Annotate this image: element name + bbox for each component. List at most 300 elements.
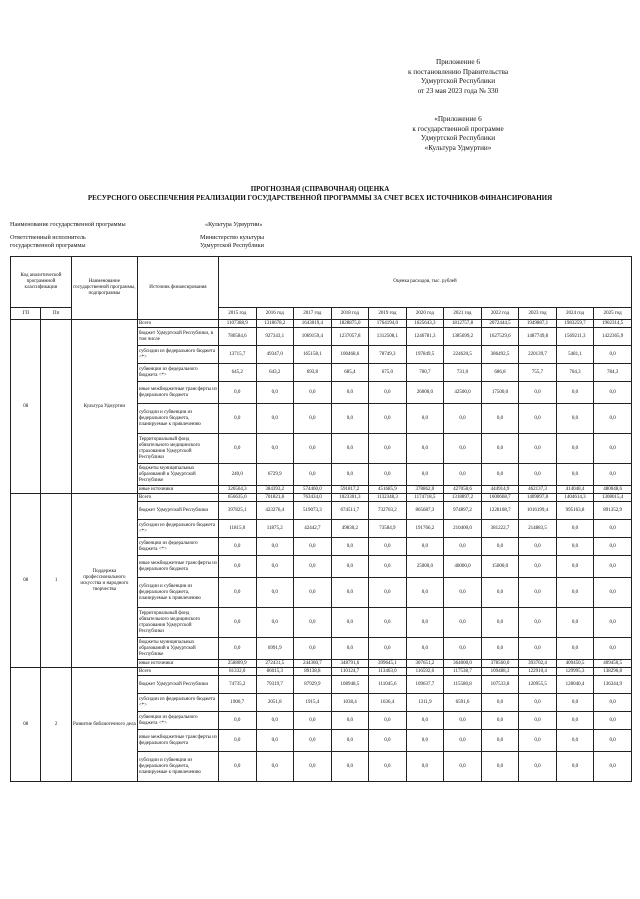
source-cell: субсидии из федерального бюджета <*> — [137, 346, 218, 364]
col-name-header: Наименование государственной программы, подпрограммы — [71, 257, 137, 320]
value-cell: 120955,5 — [519, 676, 557, 694]
value-cell: 136344,9 — [594, 676, 632, 694]
pp-code-cell: 2 — [41, 668, 71, 782]
value-cell: 87929,9 — [294, 676, 332, 694]
value-cell: 397825,1 — [218, 502, 256, 520]
year-header: 2021 год — [444, 308, 482, 320]
value-cell: 109488,3 — [481, 668, 519, 676]
value-cell: 480048,6 — [594, 486, 632, 494]
value-cell: 0,0 — [519, 434, 557, 464]
col-estimate-header: Оценка расходов, тыс. рублей — [218, 257, 631, 308]
value-cell: 0,0 — [519, 404, 557, 434]
header-line: к государственной программе — [412, 124, 504, 133]
value-cell: 0,0 — [369, 730, 407, 752]
value-cell: 0,0 — [256, 712, 294, 730]
value-cell: 25000,0 — [406, 556, 444, 578]
value-cell: 0,0 — [556, 752, 594, 782]
source-cell: Территориальный фонд обязательного медицинского страхования Удмуртской Республики — [137, 434, 218, 464]
value-cell: 6991,9 — [256, 638, 294, 660]
value-cell: 1308015,4 — [594, 494, 632, 502]
value-cell: 704,3 — [556, 364, 594, 382]
value-cell: 111045,6 — [369, 676, 407, 694]
value-cell: 116592,6 — [406, 668, 444, 676]
value-cell: 78749,3 — [369, 346, 407, 364]
value-cell: 0,0 — [481, 694, 519, 712]
value-cell: 348791,6 — [331, 660, 369, 668]
program-name-cell: Развитие библиотечного дела — [71, 668, 137, 782]
value-cell: 89138,8 — [294, 668, 332, 676]
value-cell: 0,0 — [594, 346, 632, 364]
value-cell: 1627529,6 — [481, 328, 519, 346]
value-cell: 1569211,3 — [556, 328, 594, 346]
value-cell: 74735,2 — [218, 676, 256, 694]
value-cell: 0,0 — [406, 404, 444, 434]
value-cell: 0,0 — [594, 578, 632, 608]
value-cell: 0,0 — [594, 556, 632, 578]
value-cell: 197849,5 — [406, 346, 444, 364]
value-cell: 1318897,2 — [444, 494, 482, 502]
value-cell: 399645,1 — [369, 660, 407, 668]
year-header: 2015 год — [218, 308, 256, 320]
value-cell: 0,0 — [556, 578, 594, 608]
value-cell: 0,0 — [594, 434, 632, 464]
source-cell: Всего — [137, 494, 218, 502]
program-name-cell: Культура Удмуртии — [71, 320, 137, 494]
value-cell: 0,0 — [218, 538, 256, 556]
value-cell: 0,0 — [294, 538, 332, 556]
value-cell: 0,0 — [519, 578, 557, 608]
value-cell: 0,0 — [556, 382, 594, 404]
value-cell: 0,0 — [406, 434, 444, 464]
value-cell: 700,7 — [406, 364, 444, 382]
value-cell: 13715,7 — [218, 346, 256, 364]
value-cell: 0,0 — [294, 556, 332, 578]
value-cell: 40000,0 — [444, 556, 482, 578]
value-cell: 49830,2 — [331, 520, 369, 538]
value-cell: 0,0 — [406, 638, 444, 660]
value-cell: 1404614,3 — [556, 494, 594, 502]
value-cell: 0,0 — [519, 730, 557, 752]
source-cell: субсидии из федерального бюджета <*> — [137, 694, 218, 712]
value-cell: 0,0 — [444, 578, 482, 608]
value-cell: 0,0 — [218, 752, 256, 782]
year-header: 2017 год — [294, 308, 332, 320]
value-cell: 427058,6 — [444, 486, 482, 494]
source-cell: иные межбюджетные трансферты из федерального бюджета — [137, 382, 218, 404]
value-cell: 0,0 — [218, 434, 256, 464]
value-cell: 81332,0 — [218, 668, 256, 676]
value-cell: 26000,0 — [406, 382, 444, 404]
header-line: от 23 мая 2023 года № 330 — [417, 86, 499, 95]
source-cell: субсидии из федерального бюджета <*> — [137, 520, 218, 538]
value-cell: 1902314,5 — [594, 320, 632, 328]
value-cell: 0,0 — [256, 538, 294, 556]
value-cell: 674511,7 — [331, 502, 369, 520]
value-cell: 0,0 — [481, 730, 519, 752]
value-cell: 784,3 — [594, 364, 632, 382]
value-cell: 414048,4 — [556, 486, 594, 494]
value-cell: 0,0 — [369, 578, 407, 608]
value-cell: 1174718,5 — [406, 494, 444, 502]
value-cell: 0,0 — [369, 638, 407, 660]
value-cell: 191766,2 — [406, 520, 444, 538]
value-cell: 1318678,2 — [256, 320, 294, 328]
value-cell: 1246781,3 — [406, 328, 444, 346]
value-cell: 220139,7 — [519, 346, 557, 364]
source-cell: бюджет Удмуртской Республики — [137, 676, 218, 694]
value-cell: 0,0 — [519, 556, 557, 578]
value-cell: 1900,7 — [218, 694, 256, 712]
value-cell: 1949887,1 — [519, 320, 557, 328]
value-cell: 0,0 — [406, 712, 444, 730]
program-label: Наименование государственной программы — [10, 221, 126, 228]
year-header: 2016 год — [256, 308, 294, 320]
value-cell: 0,0 — [594, 752, 632, 782]
source-cell: бюджет Удмуртской Республики, в том числе — [137, 328, 218, 346]
value-cell: 643,2 — [256, 364, 294, 382]
value-cell: 1228108,7 — [481, 502, 519, 520]
value-cell: 409450,5 — [556, 660, 594, 668]
value-cell: 0,0 — [256, 404, 294, 434]
value-cell: 0,0 — [481, 578, 519, 608]
source-cell: субвенции из федерального бюджета <*> — [137, 364, 218, 382]
value-cell: 0,0 — [594, 404, 632, 434]
header-line: «Приложение 6 — [434, 115, 482, 123]
value-cell: 0,0 — [444, 608, 482, 638]
value-cell: 0,0 — [594, 730, 632, 752]
value-cell: 685,4 — [331, 364, 369, 382]
value-cell: 693,8 — [294, 364, 332, 382]
source-cell: Территориальный фонд обязательного медицинского страхования Удмуртской Республики — [137, 608, 218, 638]
value-cell: 0,0 — [369, 464, 407, 486]
value-cell: 519073,3 — [294, 502, 332, 520]
col-source-header: Источник финансирования — [137, 257, 218, 320]
pp-code-cell: 1 — [41, 494, 71, 668]
value-cell: 1828875,0 — [331, 320, 369, 328]
value-cell: 0,0 — [218, 382, 256, 404]
year-header: 2023 год — [519, 308, 557, 320]
value-cell: 0,0 — [331, 578, 369, 608]
value-cell: 0,0 — [481, 538, 519, 556]
value-cell: 0,0 — [556, 730, 594, 752]
gp-code-cell: 08 — [11, 494, 41, 668]
value-cell: 115580,8 — [444, 676, 482, 694]
value-cell: 0,0 — [556, 464, 594, 486]
value-cell: 1312508,1 — [369, 328, 407, 346]
value-cell: 0,0 — [331, 712, 369, 730]
value-cell: 165158,1 — [294, 346, 332, 364]
table-row — [11, 494, 632, 502]
title-line-2: РЕСУРСНОГО ОБЕСПЕЧЕНИЯ РЕАЛИЗАЦИИ ГОСУДАРСТВЕННОЙ ПРОГРАММЫ ЗА СЧЕТ ВСЕХ ИСТОЧНИКОВ ФИНАНСИРОВАНИЯ — [87, 193, 553, 202]
value-cell: 0,0 — [594, 694, 632, 712]
source-cell: иные межбюджетные трансферты из федерального бюджета — [137, 730, 218, 752]
value-cell: 0,0 — [256, 730, 294, 752]
value-cell: 0,0 — [294, 712, 332, 730]
value-cell: 1409897,8 — [519, 494, 557, 502]
value-cell: 42500,0 — [444, 382, 482, 404]
value-cell: 1487749,8 — [519, 328, 557, 346]
header-line: к постановлению Правительства — [407, 67, 509, 76]
value-cell: 0,0 — [444, 434, 482, 464]
value-cell: 656635,0 — [218, 494, 256, 502]
value-cell: 0,0 — [556, 638, 594, 660]
value-cell: 0,0 — [594, 382, 632, 404]
value-cell: 5481,1 — [556, 346, 594, 364]
source-cell: субсидии и субвенции из федерального бюджета, планируемые к привлечению — [137, 404, 218, 434]
source-cell: бюджет Удмуртской Республики — [137, 502, 218, 520]
value-cell: 378560,0 — [481, 660, 519, 668]
value-cell: 73584,9 — [369, 520, 407, 538]
value-cell: 1069159,4 — [294, 328, 332, 346]
value-cell: 0,0 — [256, 752, 294, 782]
value-cell: 0,0 — [331, 608, 369, 638]
value-cell: 307651,2 — [406, 660, 444, 668]
value-cell: 1983259,7 — [556, 320, 594, 328]
value-cell: 0,0 — [218, 638, 256, 660]
resp-value-2: Удмуртской Республики — [200, 242, 264, 249]
program-value: «Культура Удмуртии» — [205, 221, 263, 228]
value-cell: 645,2 — [218, 364, 256, 382]
value-cell: 258809,9 — [218, 660, 256, 668]
value-cell: 1422365,9 — [594, 328, 632, 346]
value-cell: 244360,7 — [294, 660, 332, 668]
value-cell: 0,0 — [294, 638, 332, 660]
value-cell: 0,0 — [519, 464, 557, 486]
value-cell: 0,0 — [519, 752, 557, 782]
value-cell: 1038,4 — [331, 694, 369, 712]
value-cell: 1023301,3 — [331, 494, 369, 502]
value-cell: 0,0 — [294, 434, 332, 464]
value-cell: 1643019,4 — [294, 320, 332, 328]
value-cell: 107533,8 — [481, 676, 519, 694]
value-cell: 0,0 — [519, 538, 557, 556]
value-cell: 6591,6 — [444, 694, 482, 712]
value-cell: 0,0 — [594, 638, 632, 660]
value-cell: 0,0 — [444, 538, 482, 556]
value-cell: 2051,8 — [256, 694, 294, 712]
value-cell: 0,0 — [406, 608, 444, 638]
value-cell: 6729,9 — [256, 464, 294, 486]
value-cell: 0,0 — [556, 694, 594, 712]
value-cell: 1237057,8 — [331, 328, 369, 346]
source-cell: Всего — [137, 320, 218, 328]
source-cell: субвенции из федерального бюджета <*> — [137, 538, 218, 556]
resp-label-1: Ответственный исполнитель — [10, 234, 86, 241]
value-cell: 1311,9 — [406, 694, 444, 712]
value-cell: 591817,2 — [331, 486, 369, 494]
value-cell: 0,0 — [444, 404, 482, 434]
value-cell: 224620,5 — [444, 346, 482, 364]
value-cell: 0,0 — [218, 730, 256, 752]
col-pp-header: Пп — [41, 308, 71, 320]
value-cell: 891352,9 — [594, 502, 632, 520]
value-cell: 0,0 — [294, 752, 332, 782]
value-cell: 0,0 — [256, 556, 294, 578]
value-cell: 100468,6 — [331, 346, 369, 364]
title-line-1: ПРОГНОЗНАЯ (СПРАВОЧНАЯ) ОЦЕНКА — [250, 185, 390, 193]
value-cell: 927343,1 — [256, 328, 294, 346]
value-cell: 675,0 — [369, 364, 407, 382]
value-cell: 1385699,2 — [444, 328, 482, 346]
value-cell: 0,0 — [331, 382, 369, 404]
value-cell: 574460,0 — [294, 486, 332, 494]
value-cell: 865687,3 — [406, 502, 444, 520]
value-cell: 0,0 — [519, 382, 557, 404]
value-cell: 423276,4 — [256, 502, 294, 520]
value-cell: 0,0 — [556, 556, 594, 578]
value-cell: 326564,3 — [218, 486, 256, 494]
value-cell: 0,0 — [481, 638, 519, 660]
source-cell: субвенции из федерального бюджета <*> — [137, 712, 218, 730]
value-cell: 42442,7 — [294, 520, 332, 538]
value-cell: 0,0 — [444, 638, 482, 660]
value-cell: 0,0 — [294, 382, 332, 404]
year-header: 2024 год — [556, 308, 594, 320]
value-cell: 409450,5 — [594, 660, 632, 668]
header-line: Удмуртской Республики — [420, 134, 496, 142]
value-cell: 0,0 — [519, 638, 557, 660]
source-cell: бюджеты муниципальных образований в Удмуртской Республике — [137, 638, 218, 660]
value-cell: 0,0 — [556, 520, 594, 538]
value-cell: 0,0 — [294, 608, 332, 638]
value-cell: 0,0 — [594, 608, 632, 638]
resp-value-1: Министерство культуры — [200, 234, 265, 241]
year-header: 2025 год — [594, 308, 632, 320]
value-cell: 0,0 — [594, 712, 632, 730]
value-cell: 0,0 — [369, 538, 407, 556]
program-name-cell: Поддержка профессионального искусства и народного творчества — [71, 494, 137, 668]
value-cell: 0,0 — [369, 608, 407, 638]
gp-code-cell: 08 — [11, 668, 41, 782]
value-cell: 0,0 — [481, 712, 519, 730]
col-code-header: Код аналитической программной классификации — [11, 257, 72, 308]
value-cell: 0,0 — [294, 464, 332, 486]
year-header: 2019 год — [369, 308, 407, 320]
value-cell: 0,0 — [481, 404, 519, 434]
value-cell: 0,0 — [256, 608, 294, 638]
source-cell: субсидии и субвенции из федерального бюджета, планируемые к привлечению — [137, 578, 218, 608]
value-cell: 113463,0 — [369, 668, 407, 676]
value-cell: 0,0 — [331, 638, 369, 660]
financing-table — [10, 256, 632, 782]
pp-code-cell — [41, 320, 71, 494]
value-cell: 49347,0 — [256, 346, 294, 364]
value-cell: 1812757,8 — [444, 320, 482, 328]
value-cell: 974897,2 — [444, 502, 482, 520]
header-block — [368, 58, 548, 153]
value-cell: 381222,7 — [481, 520, 519, 538]
value-cell: 210400,0 — [444, 520, 482, 538]
value-cell: 109637,7 — [406, 676, 444, 694]
value-cell: 1636,4 — [369, 694, 407, 712]
gp-code-cell: 08 — [11, 320, 41, 494]
document-title — [0, 185, 640, 202]
value-cell: 1132348,3 — [369, 494, 407, 502]
value-cell: 214883,5 — [519, 520, 557, 538]
value-cell: 0,0 — [556, 538, 594, 556]
value-cell: 378862,0 — [406, 486, 444, 494]
header-line: Приложение 6 — [436, 58, 480, 66]
value-cell: 1915,4 — [294, 694, 332, 712]
col-gp-header: ГП — [11, 308, 41, 320]
value-cell: 755,7 — [519, 364, 557, 382]
value-cell: 384393,2 — [256, 486, 294, 494]
value-cell: 11815,0 — [218, 520, 256, 538]
header-line: Удмуртской Республики — [420, 77, 496, 85]
value-cell: 0,0 — [331, 538, 369, 556]
value-cell: 0,0 — [256, 434, 294, 464]
value-cell: 0,0 — [556, 434, 594, 464]
value-cell: 0,0 — [369, 752, 407, 782]
value-cell: 0,0 — [369, 556, 407, 578]
value-cell: 0,0 — [331, 434, 369, 464]
value-cell: 0,0 — [406, 730, 444, 752]
header-line: «Культура Удмуртии» — [424, 143, 492, 152]
value-cell: 462137,3 — [519, 486, 557, 494]
value-cell: 0,0 — [331, 752, 369, 782]
value-cell: 0,0 — [331, 730, 369, 752]
value-cell: 1016199,4 — [519, 502, 557, 520]
value-cell: 0,0 — [294, 404, 332, 434]
value-cell: 0,0 — [556, 608, 594, 638]
value-cell: 0,0 — [256, 578, 294, 608]
value-cell: 11875,2 — [256, 520, 294, 538]
value-cell: 0,0 — [481, 752, 519, 782]
source-cell: субсидии и субвенции из федерального бюджета, планируемые к привлечению — [137, 752, 218, 782]
value-cell: 1107388,9 — [218, 320, 256, 328]
value-cell: 1600668,7 — [481, 494, 519, 502]
value-cell: 0,0 — [406, 464, 444, 486]
value-cell: 0,0 — [481, 434, 519, 464]
value-cell: 444914,9 — [481, 486, 519, 494]
value-cell: 0,0 — [556, 712, 594, 730]
value-cell: 0,0 — [331, 556, 369, 578]
value-cell: 1764194,0 — [369, 320, 407, 328]
source-cell: Всего — [137, 668, 218, 676]
year-header: 2022 год — [481, 308, 519, 320]
table-row — [11, 320, 632, 328]
value-cell: 0,0 — [519, 694, 557, 712]
value-cell: 129995,3 — [556, 668, 594, 676]
value-cell: 272431,5 — [256, 660, 294, 668]
source-cell: бюджеты муниципальных образований в Удмуртской Республике — [137, 464, 218, 486]
value-cell: 110124,7 — [331, 668, 369, 676]
value-cell: 0,0 — [594, 520, 632, 538]
value-cell: 0,0 — [218, 404, 256, 434]
value-cell: 0,0 — [444, 712, 482, 730]
value-cell: 0,0 — [556, 404, 594, 434]
value-cell: 0,0 — [294, 730, 332, 752]
value-cell: 0,0 — [406, 538, 444, 556]
value-cell: 1625643,3 — [406, 320, 444, 328]
value-cell: 0,0 — [481, 608, 519, 638]
value-cell: 86015,3 — [256, 668, 294, 676]
value-cell: 701821,8 — [256, 494, 294, 502]
value-cell: 0,0 — [369, 434, 407, 464]
value-cell: 0,0 — [481, 464, 519, 486]
value-cell: 122910,4 — [519, 668, 557, 676]
value-cell: 0,0 — [218, 712, 256, 730]
value-cell: 386492,5 — [481, 346, 519, 364]
value-cell: 79319,7 — [256, 676, 294, 694]
value-cell: 0,0 — [406, 752, 444, 782]
value-cell: 0,0 — [444, 752, 482, 782]
value-cell: 0,0 — [218, 556, 256, 578]
value-cell: 995163,8 — [556, 502, 594, 520]
value-cell: 0,0 — [369, 712, 407, 730]
value-cell: 0,0 — [294, 578, 332, 608]
value-cell: 0,0 — [519, 608, 557, 638]
